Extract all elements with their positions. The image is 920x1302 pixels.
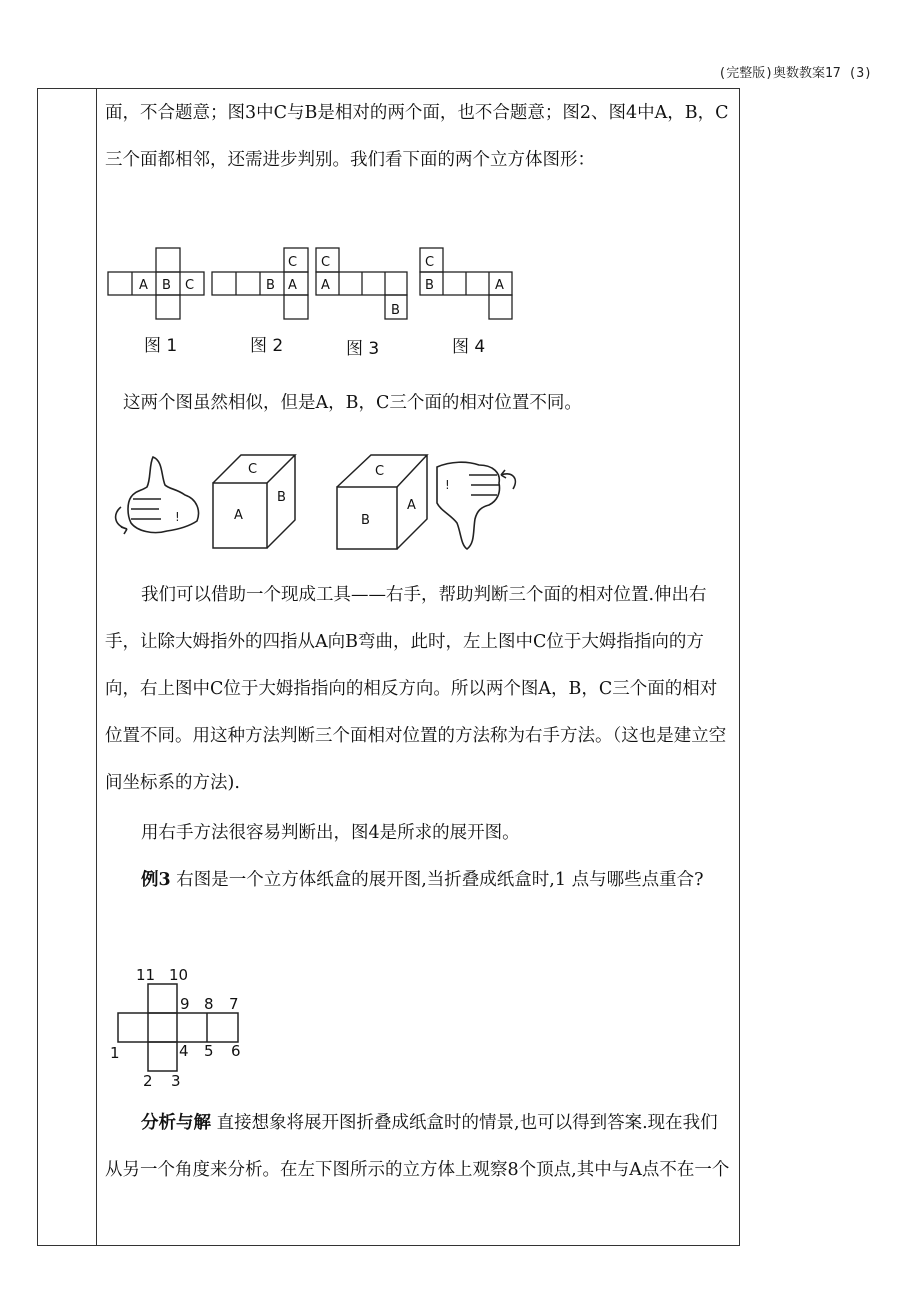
- caption-fig4: 图 4: [452, 337, 486, 357]
- caption-fig2: 图 2: [250, 336, 284, 356]
- example-text: 右图是一个立方体纸盒的展开图,当折叠成纸盒时,1 点与哪些点重合?: [170, 870, 704, 890]
- fig1-label-a: A: [139, 278, 148, 293]
- fig3-label-b: B: [391, 303, 400, 318]
- right-cube-label-b: B: [361, 513, 370, 528]
- caption-fig1: 图 1: [144, 336, 178, 356]
- cube-hands-figure: [105, 445, 535, 560]
- fig3-label-c: C: [321, 255, 331, 270]
- vertex-label-6: 6: [231, 1042, 241, 1060]
- paragraph-conclusion: 用右手方法很容易判断出，图4是所求的展开图。: [141, 823, 520, 843]
- caption-fig3: 图 3: [346, 339, 380, 359]
- vertex-label-2: 2: [143, 1072, 153, 1090]
- vertex-label-9: 9: [180, 995, 190, 1013]
- vertex-label-10: 10: [169, 966, 189, 984]
- page-header: (完整版)奥数教案17 (3): [718, 66, 872, 81]
- left-cube-label-b: B: [277, 490, 286, 505]
- svg-text:!: !: [445, 478, 450, 492]
- fig4-label-b: B: [425, 278, 434, 293]
- vertex-label-3: 3: [171, 1072, 181, 1090]
- paragraph-analysis-continued: 面，不合题意；图3中C与B是相对的两个面，也不合题意；图2、图4中A，B，C三个面都相邻，还需进步判别。我们看下面的两个立方体图形：: [105, 103, 729, 170]
- paragraph-analysis-solution: [105, 1100, 730, 1194]
- left-cube-label-a: A: [234, 508, 243, 523]
- example-label: 例3: [141, 870, 171, 890]
- analysis-text: 直接想象将展开图折叠成纸盒时的情景,也可以得到答案.现在我们从另一个角度来分析。在左下图所示的立方体上观察8个顶点,其中与A点不在一个: [105, 1113, 730, 1180]
- vertex-label-4: 4: [179, 1042, 189, 1060]
- fig4-label-a: A: [495, 278, 504, 293]
- vertex-label-1: 1: [110, 1044, 120, 1062]
- fig3-label-a: A: [321, 278, 330, 293]
- paragraph-example-3: [105, 857, 730, 904]
- thumb-down-hand-icon: [437, 462, 515, 549]
- fig2-label-b: B: [266, 278, 275, 293]
- example-net-figure: [105, 962, 255, 1090]
- fig2-label-c: C: [288, 255, 298, 270]
- analysis-label: 分析与解: [141, 1113, 211, 1133]
- vertex-label-8: 8: [204, 995, 214, 1013]
- cube-nets-figure: [100, 240, 530, 365]
- paragraph-similar-figures: 这两个图虽然相似，但是A，B，C三个面的相对位置不同。: [123, 393, 582, 413]
- fig4-label-c: C: [425, 255, 435, 270]
- paragraph-right-hand-method: 我们可以借助一个现成工具——右手，帮助判断三个面的相对位置.伸出右手，让除大姆指外的四指从A向B弯曲，此时，左上图中C位于大姆指指向的方向，右上图中C位于大姆指指向的相反方向。所以两个图A，B，C三个面的相对位置不同。用这种方法判断三个面相对位置的方法称为右手方法。（这也是建立空间坐标系的方法).: [105, 585, 727, 793]
- right-cube-label-a: A: [407, 498, 416, 513]
- vertex-label-5: 5: [204, 1042, 214, 1060]
- svg-text:!: !: [175, 510, 180, 524]
- fig1-label-c: C: [185, 278, 195, 293]
- fig1-label-b: B: [162, 278, 171, 293]
- vertex-label-11: 11: [136, 966, 156, 984]
- fig2-label-a: A: [288, 278, 297, 293]
- thumb-up-hand-icon: [116, 457, 199, 534]
- right-cube-label-c: C: [375, 464, 385, 479]
- vertex-label-7: 7: [229, 995, 239, 1013]
- left-cube-label-c: C: [248, 462, 258, 477]
- table-column-divider: [96, 89, 97, 1245]
